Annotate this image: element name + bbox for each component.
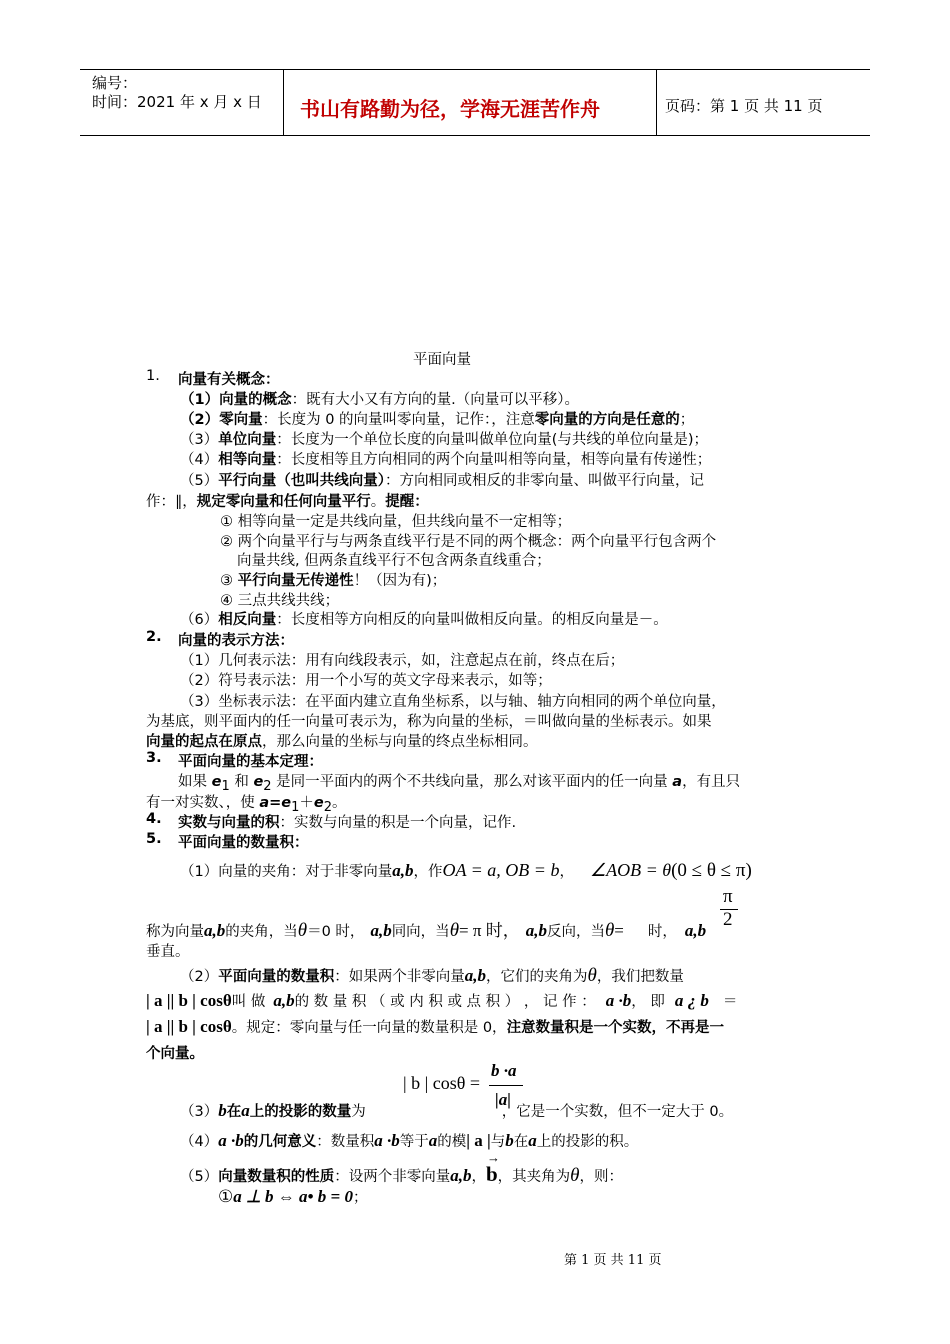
remind-1: ① 相等向量一定是共线向量，但共线向量不一定相等；: [220, 514, 572, 530]
s1-item-6: （6）相反向量：长度相等方向相反的向量叫做相反向量。的相反向量是－。: [180, 612, 668, 628]
header-bottom-border: [80, 135, 870, 136]
s1-item-2: （2）零向量：长度为 0 的向量叫零向量，记作：，注意零向量的方向是任意的；: [180, 412, 695, 428]
pi-numerator: π: [723, 886, 733, 907]
section-2-number: 2.: [146, 629, 162, 645]
section-3-number: 3.: [146, 750, 162, 766]
header-top-border: [80, 69, 870, 70]
header-time: 时间：2021 年 x 月 x 日: [92, 93, 262, 111]
section-5-heading: 平面向量的数量积：: [178, 835, 309, 851]
projection-fraction-bar: [489, 1085, 523, 1086]
remind-2-cont: 向量共线, 但两条直线平行不包含两条直线重合；: [237, 553, 551, 569]
s5-p3-line: （3）b在a上的投影的数量为 ，它是一个实数，但不一定大于 0。: [180, 1101, 734, 1120]
header-page-info: 页码：第 1 页 共 11 页: [665, 97, 823, 115]
remind-4: ④ 三点共线共线；: [220, 593, 340, 609]
section-5-number: 5.: [146, 831, 162, 847]
header-motto: 书山有路勤为径，学海无涯苦作舟: [300, 97, 600, 121]
s1-item-5-cont: 作：∥，规定零向量和任何向量平行。提醒：: [146, 494, 429, 510]
s5-p5-item-1: ①a ⊥ b ⇔ a• b = 0；: [218, 1187, 368, 1206]
s5-p5-line: （5）向量数量积的性质：设两个非零向量a,b， → b，其夹角为θ，则：: [180, 1150, 624, 1186]
s5-p2-line-2: | a || b | cosθ叫 做 a,b的 数 量 积 （ 或 内 积 或 点 积 ） ， 记 作 ： a ·b， 即 a ¿ b ＝: [146, 991, 738, 1010]
s3-line-1: 如果 $e_1$ 和 $e_2$ 是同一平面内的两个不共线向量，那么对该平面内的任一向量 a，有且只: [178, 774, 741, 794]
s5-p2-line-4: 个向量。: [146, 1046, 204, 1062]
projection-formula-denominator: |a|: [495, 1090, 511, 1109]
section-4-line: 实数与向量的积：实数与向量的积是一个向量，记作.: [178, 815, 517, 831]
section-4-number: 4.: [146, 811, 162, 827]
s5-p4-line: （4）a ·b的几何意义：数量积a ·b等于a的模| a |与b在a上的投影的积。: [180, 1131, 639, 1150]
s5-p2-line-3: | a || b | cosθ。规定：零向量与任一向量的数量积是 0，注意数量积是一个实数，不再是一: [146, 1017, 725, 1036]
s2-line-3: （3）坐标表示法：在平面内建立直角坐标系，以与轴、轴方向相同的两个单位向量，: [180, 694, 726, 710]
s1-item-5: （5）平行向量（也叫共线向量）：方向相同或相反的非零向量、叫做平行向量，记: [180, 473, 704, 489]
projection-formula-lhs: | b | cosθ =: [403, 1073, 480, 1093]
s1-item-4: （4）相等向量：长度相等且方向相同的两个向量叫相等向量，相等向量有传递性；: [180, 452, 712, 468]
section-1-number: 1.: [146, 368, 160, 384]
s2-line-2: （2）符号表示法：用一个小写的英文字母来表示，如等；: [180, 673, 552, 689]
s2-line-1: （1）几何表示法：用有向线段表示，如，注意起点在前，终点在后；: [180, 653, 625, 669]
s3-line-2: 有一对实数、，使 $a=e_1+e_2$。: [146, 795, 347, 815]
s1-item-1: （1）向量的概念：既有大小又有方向的量.（向量可以平移）。: [180, 392, 579, 408]
header-divider-left: [283, 69, 284, 136]
remind-2: ② 两个向量平行与与两条直线平行是不同的两个概念：两个向量平行包含两个: [220, 534, 717, 550]
section-1-heading: 向量有关概念：: [178, 372, 280, 388]
s5-p1-line-2: 称为向量a,b的夹角，当θ＝0 时， a,b同向，当θ= π 时， a,b反向，当θ= 时， a,b: [146, 920, 707, 941]
page-footer: 第 1 页 共 11 页: [564, 1253, 662, 1268]
header-serial: 编号：: [92, 74, 138, 92]
s5-p1-line: （1）向量的夹角：对于非零向量a,b，作OA = a, OB = b， ∠AOB = θ(0 ≤ θ ≤ π): [180, 860, 752, 881]
s1-item-3: （3）单位向量：长度为一个单位长度的向量叫做单位向量(与共线的单位向量是)；: [180, 432, 709, 448]
projection-formula-numerator: b ·a: [491, 1061, 517, 1080]
section-2-heading: 向量的表示方法：: [178, 633, 294, 649]
remind-3: ③ 平行向量无传递性！（因为有)；: [220, 573, 447, 589]
pi-denominator: 2: [723, 909, 733, 930]
s2-line-4: 为基底，则平面内的任一向量可表示为，称为向量的坐标，＝叫做向量的坐标表示。如果: [146, 714, 712, 730]
section-3-heading: 平面向量的基本定理：: [178, 754, 323, 770]
s5-p2-line-1: （2）平面向量的数量积：如果两个非零向量a,b，它们的夹角为θ，我们把数量: [180, 965, 684, 986]
s2-line-5: 向量的起点在原点，那么向量的坐标与向量的终点坐标相同。: [146, 734, 538, 750]
header-divider-right: [656, 69, 657, 136]
document-title: 平面向量: [413, 352, 471, 368]
s5-p1-line-3: 垂直。: [146, 944, 190, 960]
